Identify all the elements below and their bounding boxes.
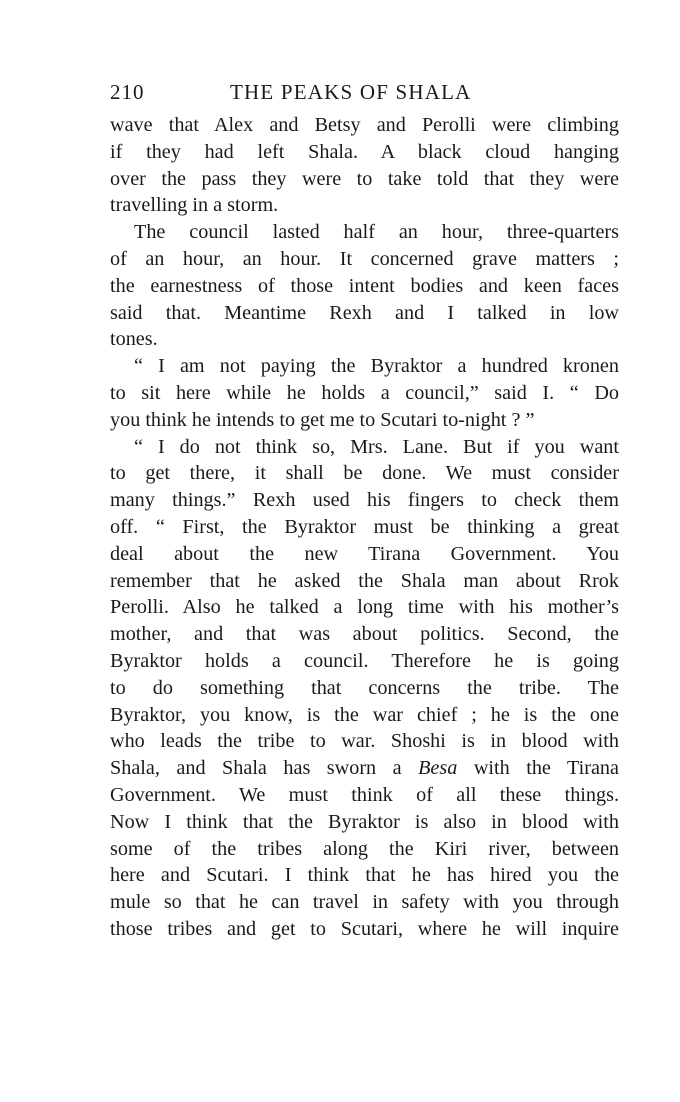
text-line: off. “ First, the Byraktor must be thinking a great — [110, 515, 619, 538]
italic-word: Besa — [418, 757, 458, 780]
text-line — [110, 755, 619, 782]
text-line: travelling in a storm. — [110, 194, 279, 217]
text-line: tones. — [110, 328, 158, 351]
text-line: to get there, it shall be done. We must consider — [110, 462, 619, 485]
text-line: remember that he asked the Shala man about Rrok — [110, 569, 619, 592]
text-line: to do something that concerns the tribe. The — [110, 676, 619, 699]
text-line: mule so that he can travel in safety with you through — [110, 891, 619, 914]
body-text — [110, 112, 619, 943]
text-segment: Shala, and Shala has sworn a — [110, 757, 419, 780]
running-head: THE PEAKS OF SHALA — [230, 80, 472, 104]
text-line: many things.” Rexh used his fingers to check them — [110, 489, 619, 512]
text-line: Government. We must think of all these things. — [110, 783, 619, 806]
text-line: to sit here while he holds a council,” said I. “ Do — [110, 381, 619, 404]
text-line: over the pass they were to take told that they were — [110, 167, 619, 190]
text-line: here and Scutari. I think that he has hired you the — [110, 864, 619, 887]
text-segment: with the Tirana — [457, 757, 619, 780]
text-line: deal about the new Tirana Government. You — [110, 542, 619, 565]
text-line: Byraktor holds a council. Therefore he is going — [110, 649, 619, 672]
text-line: Perolli. Also he talked a long time with his mother’s — [110, 596, 619, 619]
text-line: mother, and that was about politics. Second, the — [110, 623, 619, 646]
text-line: “ I am not paying the Byraktor a hundred kronen — [134, 355, 619, 378]
text-line: Now I think that the Byraktor is also in blood with — [110, 810, 619, 833]
text-line: who leads the tribe to war. Shoshi is in blood with — [110, 730, 619, 753]
text-line: if they had left Shala. A black cloud hanging — [110, 140, 619, 163]
text-line: said that. Meantime Rexh and I talked in low — [110, 301, 619, 324]
text-line: some of the tribes along the Kiri river, between — [110, 837, 619, 860]
text-line: wave that Alex and Betsy and Perolli were climbing — [110, 114, 619, 136]
text-line: Byraktor, you know, is the war chief ; he is the one — [110, 703, 619, 726]
text-line: of an hour, an hour. It concerned grave matters ; — [110, 247, 619, 270]
text-line: you think he intends to get me to Scutari to-night ? ” — [110, 408, 535, 431]
text-line: The council lasted half an hour, three-quarters — [134, 221, 619, 244]
page-number: 210 — [110, 80, 145, 104]
book-page — [110, 80, 619, 943]
text-line: “ I do not think so, Mrs. Lane. But if you want — [134, 435, 619, 458]
text-line: those tribes and get to Scutari, where he will inquire — [110, 917, 619, 940]
text-line: the earnestness of those intent bodies and keen faces — [110, 274, 619, 297]
page-header — [110, 80, 619, 108]
